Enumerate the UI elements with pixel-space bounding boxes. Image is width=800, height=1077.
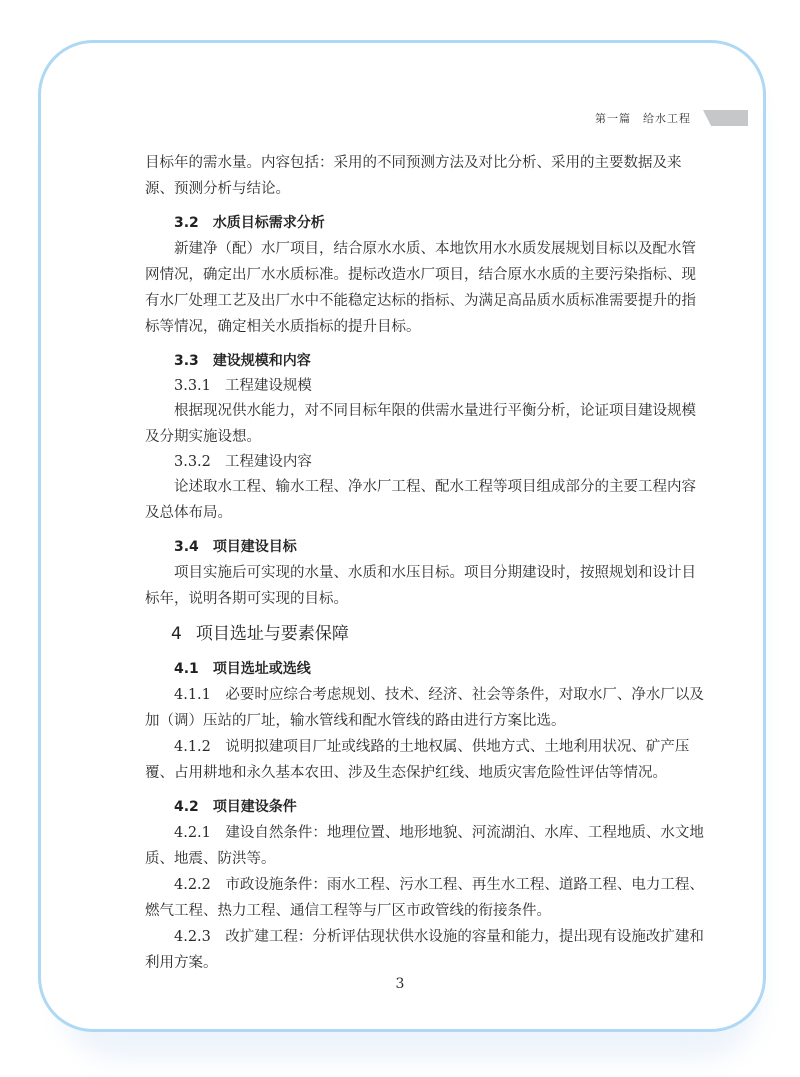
- text-line: 燃气工程、热力工程、通信工程等与厂区市政管线的衔接条件。: [145, 903, 551, 919]
- text-line: 加（调）压站的厂址，输水管线和配水管线的路由进行方案比选。: [145, 713, 566, 729]
- paragraph: [145, 150, 682, 202]
- paragraph: [145, 682, 704, 734]
- text-line: 目标年的需水量。内容包括：采用的不同预测方法及对比分析、采用的主要数据及来: [145, 155, 682, 171]
- paragraph: [145, 474, 696, 526]
- text-line: 4.1.2 说明拟建项目厂址或线路的土地权属、供地方式、土地利用状况、矿产压: [174, 739, 690, 755]
- heading-number: 4: [171, 624, 182, 644]
- text-line: 标年，说明各期可实现的目标。: [145, 591, 348, 607]
- paragraph: [145, 734, 690, 786]
- text-line: 源、预测分析与结论。: [145, 181, 290, 197]
- text-line: 网情况，确定出厂水水质标准。提标改造水厂项目，结合原水水质的主要污染指标、现: [145, 267, 696, 283]
- section-heading: [145, 348, 675, 374]
- heading-number: 3.2: [174, 215, 199, 231]
- text-line: 有水厂处理工艺及出厂水中不能稳定达标的指标、为满足高品质水质标准需要提升的指: [145, 293, 696, 309]
- heading-title: 项目选址与要素保障: [195, 624, 349, 644]
- text-line: 标等情况，确定相关水质指标的提升目标。: [145, 319, 421, 335]
- subsection-heading: [145, 374, 675, 398]
- paragraph: [145, 236, 696, 340]
- heading-title: 项目建设条件: [212, 799, 297, 815]
- heading-number: 3.3: [174, 353, 199, 369]
- text-line: 4.2.2 市政设施条件：雨水工程、污水工程、再生水工程、道路工程、电力工程、: [174, 877, 704, 893]
- text-line: 4.2.3 改扩建工程：分析评估现状供水设施的容量和能力，提出现有设施改扩建和: [174, 929, 704, 945]
- text-line: 及分期实施设想。: [145, 429, 261, 445]
- heading-number: 3.4: [174, 539, 199, 555]
- paragraph: [145, 560, 696, 612]
- running-header: [595, 110, 691, 126]
- text-line: 项目实施后可实现的水量、水质和水压目标。项目分期建设时，按照规划和设计目: [174, 565, 696, 581]
- heading-number: 4.2: [174, 799, 199, 815]
- text-line: 4.2.1 建设自然条件：地理位置、地形地貌、河流湖泊、水库、工程地质、水文地: [174, 825, 704, 841]
- section-heading: [145, 656, 675, 682]
- page-number: 3: [395, 976, 405, 992]
- text-line: 利用方案。: [145, 955, 218, 971]
- heading-title: 项目选址或选线: [212, 661, 311, 677]
- running-header-text: 第一篇 给水工程: [595, 112, 691, 125]
- paragraph: [145, 820, 704, 872]
- paragraph: [145, 872, 704, 924]
- heading-number: 3.3.2: [174, 454, 211, 470]
- section-heading: [145, 210, 675, 236]
- text-line: 论述取水工程、输水工程、净水厂工程、配水工程等项目组成部分的主要工程内容: [174, 479, 696, 495]
- heading-title: 水质目标需求分析: [212, 215, 325, 231]
- document-body: [145, 150, 704, 976]
- text-line: 质、地震、防洪等。: [145, 851, 276, 867]
- heading-title: 项目建设目标: [212, 539, 297, 555]
- subsection-heading: [145, 450, 675, 474]
- paragraph: [145, 924, 704, 976]
- paragraph: [145, 398, 696, 450]
- text-line: 覆、占用耕地和永久基本农田、涉及生态保护红线、地质灾害危险性评估等情况。: [145, 765, 667, 781]
- text-line: 根据现况供水能力，对不同目标年限的供需水量进行平衡分析，论证项目建设规模: [174, 403, 696, 419]
- text-line: 4.1.1 必要时应综合考虑规划、技术、经济、社会等条件，对取水厂、净水厂以及: [174, 687, 704, 703]
- heading-title: 工程建设规模: [224, 378, 312, 394]
- heading-number: 3.3.1: [174, 378, 211, 394]
- section-heading: [145, 794, 675, 820]
- heading-title: 工程建设内容: [224, 454, 312, 470]
- heading-number: 4.1: [174, 661, 199, 677]
- chapter-heading: [145, 620, 675, 648]
- text-line: 及总体布局。: [145, 505, 232, 521]
- section-heading: [145, 534, 675, 560]
- heading-title: 建设规模和内容: [212, 353, 311, 369]
- text-line: 新建净（配）水厂项目，结合原水水质、本地饮用水水质发展规划目标以及配水管: [174, 241, 696, 257]
